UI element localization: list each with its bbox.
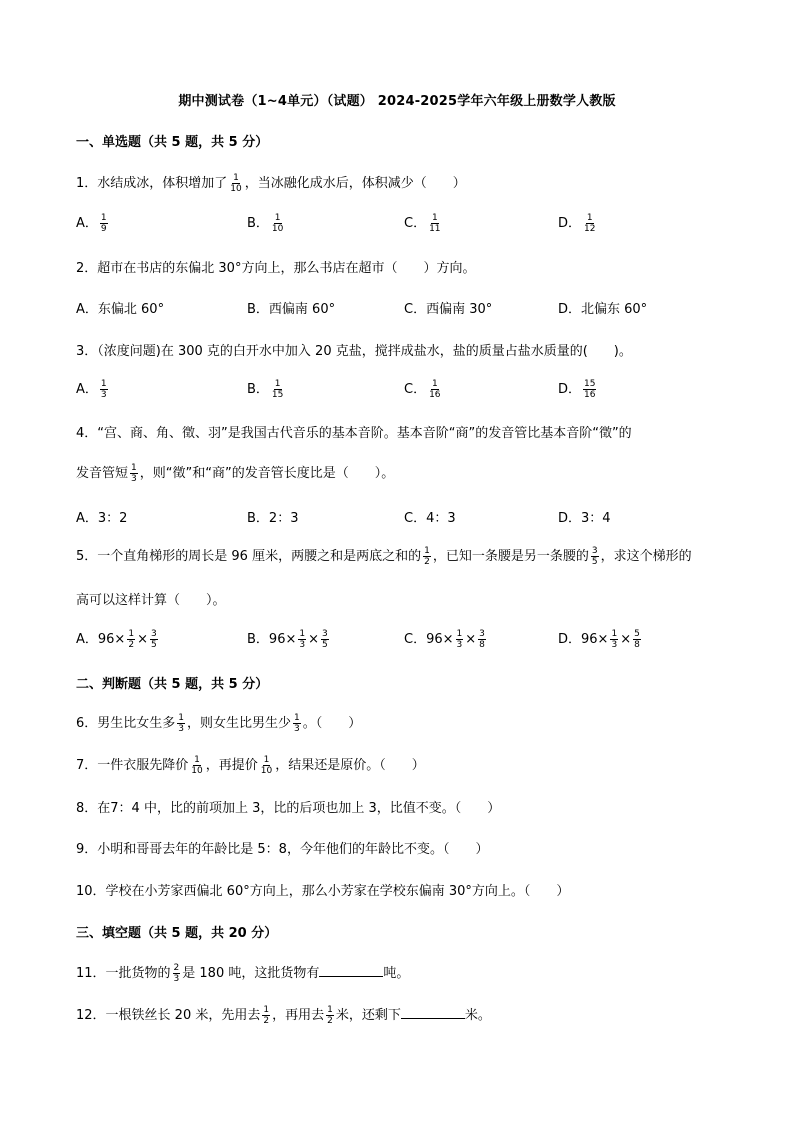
- question-3: 3．（浓度问题)在 300 克的白开水中加入 20 克盐，搅拌成盐水，盐的质量占盐水质量的( )。: [76, 344, 632, 359]
- section-heading-true-false: 二、判断题（共 5 题，共 5 分）: [76, 677, 269, 692]
- fraction: $\frac{1}{3}$: [131, 463, 137, 484]
- question-2: 2．超市在书店的东偏北 30°方向上，那么书店在超市（ ）方向。: [76, 261, 476, 276]
- option-a[interactable]: A．东偏北 60°: [76, 302, 165, 317]
- question-1: 1．水结成冰，体积增加了 $\frac{1}{10}$ ，当冰融化成水后，体积减少（ ）: [76, 173, 466, 194]
- option-c[interactable]: C． $\frac{1}{11}$: [404, 213, 441, 234]
- option-b[interactable]: B． $\frac{1}{15}$: [247, 379, 284, 400]
- option-b[interactable]: B．96× $\frac{1}{3}$ × $\frac{3}{5}$: [247, 629, 328, 650]
- answer-blank[interactable]: [401, 1006, 465, 1019]
- option-d[interactable]: D．3：4: [558, 511, 611, 526]
- question-10: 10．学校在小芳家西偏北 60°方向上，那么小芳家在学校东偏南 30°方向上。（ ）: [76, 884, 570, 899]
- question-4-line-1: 4．“宫、商、角、徵、羽”是我国古代音乐的基本音阶。基本音阶“商”的发音管比基本音阶“徵”的: [76, 426, 632, 441]
- question-2-options: [76, 298, 736, 324]
- option-d[interactable]: D．北偏东 60°: [558, 302, 648, 317]
- page-title: 期中测试卷（1~4单元）（试题） 2024-2025学年六年级上册数学人教版: [178, 94, 616, 109]
- option-d[interactable]: D． $\frac{1}{12}$: [558, 213, 596, 234]
- section-heading-single-choice: 一、单选题（共 5 题，共 5 分）: [76, 135, 269, 150]
- question-7: 7．一件衣服先降价 $\frac{1}{10}$ ，再提价 $\frac{1}{10}$ ，结果还是原价。（ ）: [76, 755, 425, 776]
- question-4-options: [76, 507, 736, 533]
- question-8: 8．在7：4 中，比的前项加上 3，比的后项也加上 3，比值不变。（ ）: [76, 801, 501, 816]
- option-a[interactable]: A．3：2: [76, 511, 128, 526]
- option-c[interactable]: C．4：3: [404, 511, 456, 526]
- option-a[interactable]: A． $\frac{1}{3}$: [76, 379, 107, 400]
- fraction: $\frac{1}{10}$: [230, 173, 242, 194]
- question-5-options: [76, 628, 736, 654]
- question-4-line-2: 发音管短 $\frac{1}{3}$ ，则“徵”和“商”的发音管长度比是（ ）。: [76, 463, 395, 484]
- option-b[interactable]: B．2：3: [247, 511, 299, 526]
- option-c[interactable]: C． $\frac{1}{16}$: [404, 379, 441, 400]
- option-b[interactable]: B． $\frac{1}{10}$: [247, 213, 284, 234]
- question-1-options: [76, 212, 736, 238]
- option-c[interactable]: C．西偏南 30°: [404, 302, 493, 317]
- question-9: 9．小明和哥哥去年的年龄比是 5：8，今年他们的年龄比不变。（ ）: [76, 842, 489, 857]
- question-3-options: [76, 378, 736, 404]
- option-c[interactable]: C．96× $\frac{1}{3}$ × $\frac{3}{8}$: [404, 629, 485, 650]
- option-b[interactable]: B．西偏南 60°: [247, 302, 336, 317]
- option-a[interactable]: A．96× $\frac{1}{2}$ × $\frac{3}{5}$: [76, 629, 157, 650]
- answer-blank[interactable]: [319, 964, 383, 977]
- question-12: 12．一根铁丝长 20 米，先用去 $\frac{1}{2}$ ，再用去 $\frac{1}{2}$ 米，还剩下 米。: [76, 1005, 491, 1026]
- option-d[interactable]: D．96× $\frac{1}{3}$ × $\frac{5}{8}$: [558, 629, 640, 650]
- question-11: 11．一批货物的 $\frac{2}{3}$ 是 180 吨，这批货物有 吨。: [76, 963, 410, 984]
- option-d[interactable]: D． $\frac{15}{16}$: [558, 379, 596, 400]
- option-a[interactable]: A． $\frac{1}{9}$: [76, 213, 107, 234]
- question-5-line-2: 高可以这样计算（ ）。: [76, 593, 226, 608]
- question-6: 6．男生比女生多 $\frac{1}{3}$ ，则女生比男生少 $\frac{1}{3}$ 。（ ）: [76, 713, 362, 734]
- section-heading-fill-blank: 三、填空题（共 5 题，共 20 分）: [76, 926, 278, 941]
- question-5-line-1: 5．一个直角梯形的周长是 96 厘米，两腰之和是两底之和的 $\frac{1}{2}$ ，已知一条腰是另一条腰的 $\frac{3}{5}$ ，求这个梯形的: [76, 546, 692, 567]
